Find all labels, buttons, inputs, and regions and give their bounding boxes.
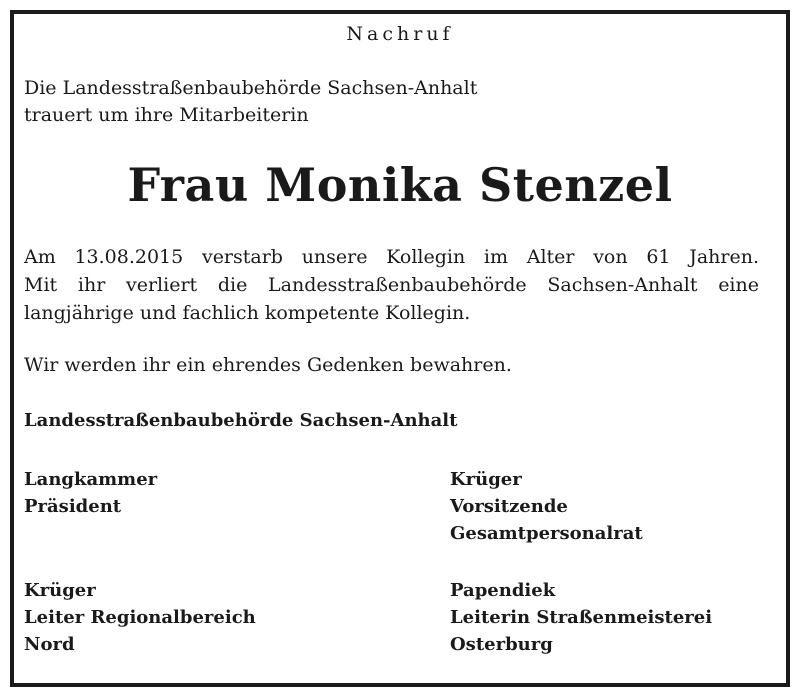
signature-title: Leiter Regionalbereich xyxy=(24,607,256,628)
signature-block xyxy=(24,466,157,520)
signature-name: Papendiek xyxy=(450,580,556,601)
body-line: Am 13.08.2015 verstarb unsere Kollegin im Alter von 61 Jahren. xyxy=(24,246,759,268)
body-line: langjährige und fachlich kompetente Kollegin. xyxy=(24,302,471,324)
signature-block xyxy=(450,577,712,658)
signature-title: Osterburg xyxy=(450,634,553,655)
signature-name: Krüger xyxy=(24,580,96,601)
signature-title: Präsident xyxy=(24,496,122,517)
intro-line: Die Landesstraßenbaubehörde Sachsen-Anhalt xyxy=(24,77,478,99)
signature-name: Langkammer xyxy=(24,469,158,490)
obituary-body xyxy=(24,243,759,327)
intro-line: trauert um ihre Mitarbeiterin xyxy=(24,104,309,126)
deceased-name: Frau Monika Stenzel xyxy=(127,158,673,212)
signature-title: Nord xyxy=(24,634,75,655)
signature-title: Vorsitzende xyxy=(450,496,568,517)
body-line: Mit ihr verliert die Landesstraßenbaubehörde Sachsen-Anhalt eine xyxy=(24,274,759,296)
intro-text xyxy=(24,75,477,129)
organization-name: Landesstraßenbaubehörde Sachsen-Anhalt xyxy=(24,410,458,431)
signature-title: Leiterin Straßenmeisterei xyxy=(450,607,713,628)
obituary-heading: Nachruf xyxy=(346,23,454,45)
signature-name: Krüger xyxy=(450,469,522,490)
closing-text: Wir werden ihr ein ehrendes Gedenken bewahren. xyxy=(24,354,512,376)
signature-block xyxy=(24,577,256,658)
signature-title: Gesamtpersonalrat xyxy=(450,523,643,544)
signature-block xyxy=(450,466,643,547)
